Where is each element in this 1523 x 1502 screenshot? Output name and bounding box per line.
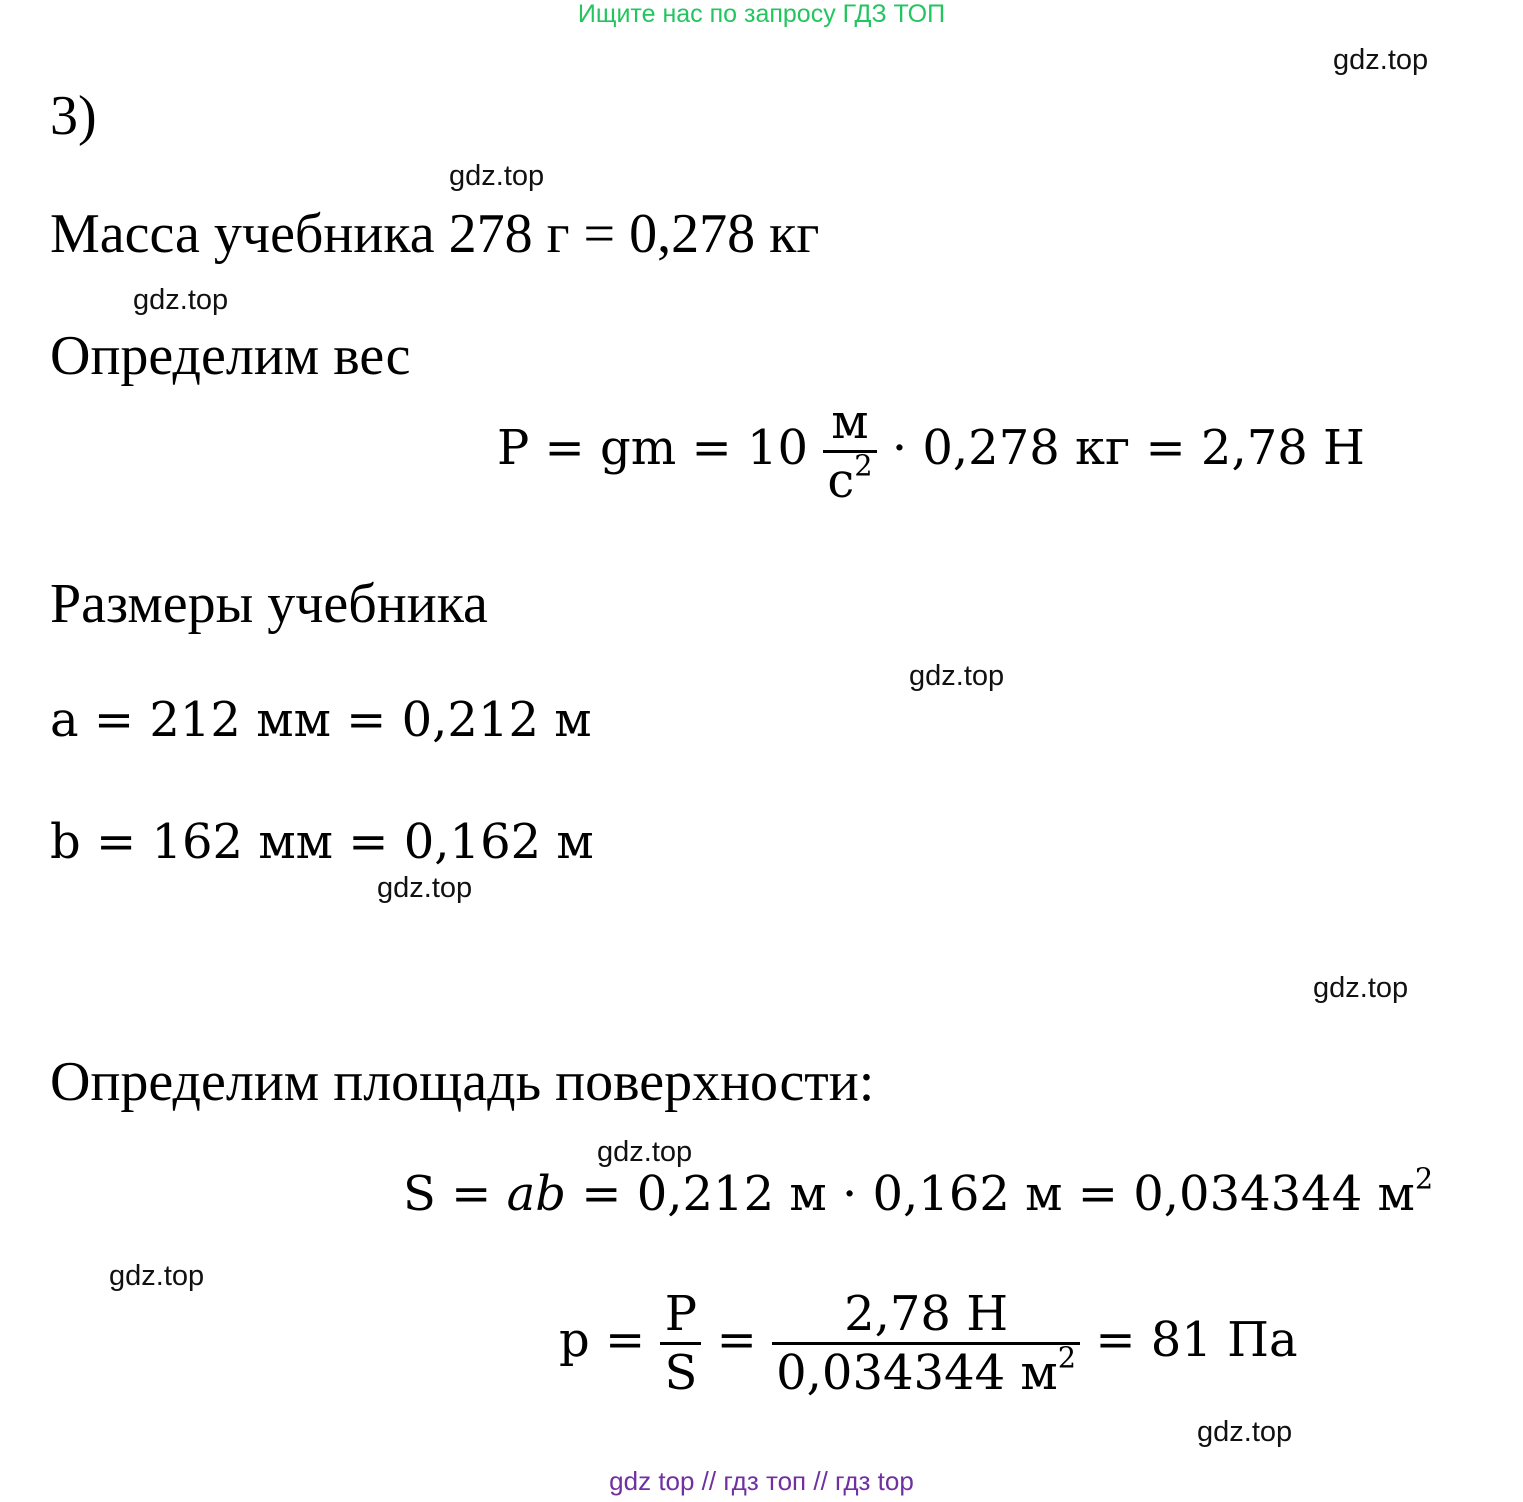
watermark: gdz.top [377,872,473,904]
watermark: gdz.top [909,660,1005,692]
fraction-numerator: 2,78 Н [844,1286,1009,1342]
area-exponent: 2 [1414,1161,1434,1196]
footer-links[interactable]: gdz top // гдз топ // гдз top [609,1466,914,1496]
part-label: 3) [50,85,97,147]
watermark: gdz.top [1333,44,1429,76]
area-formula [403,1161,1434,1222]
pressure-formula [559,1286,1298,1401]
weight-formula [497,394,1365,509]
pressure-result: = 81 Па [1095,1312,1298,1368]
fraction-denominator: S [664,1345,698,1401]
units-fraction [823,394,876,509]
area-heading: Определим площадь поверхности: [50,1051,875,1113]
area-formula-lhs: S = [403,1166,507,1222]
watermark: gdz.top [1313,972,1409,1004]
p-over-s-fraction [660,1286,701,1401]
watermark: gdz.top [597,1136,693,1168]
watermark: gdz.top [133,284,229,316]
watermark: gdz.top [1197,1416,1293,1448]
equals-sign: = [716,1312,773,1368]
dims-heading: Размеры учебника [50,573,488,635]
area-formula-ab: ab [506,1166,566,1222]
dimension-a: a = 212 мм = 0,212 м [50,692,592,748]
fraction-denominator: 0,034344 $м^2$ [776,1340,1077,1401]
dimension-b: b = 162 мм = 0,162 м [50,814,594,870]
weight-formula-rhs: · 0,278 кг = 2,78 Н [891,420,1365,476]
promo-banner[interactable]: Ищите нас по запросу ГДЗ ТОП [577,0,946,28]
value-fraction [772,1286,1080,1401]
weight-heading: Определим вес [50,325,411,387]
fraction-denominator: $с^2$ [827,448,873,509]
fraction-numerator: м [831,394,869,450]
watermark: gdz.top [449,160,545,192]
pressure-lhs: p = [559,1312,661,1368]
fraction-numerator: P [664,1286,698,1342]
mass-line: Масса учебника 278 г = 0,278 кг [50,203,820,265]
weight-formula-lhs: P = gm = 10 [497,420,809,476]
area-formula-rhs: = 0,212 м · 0,162 м = 0,034344 м [565,1166,1415,1222]
watermark: gdz.top [109,1260,205,1292]
